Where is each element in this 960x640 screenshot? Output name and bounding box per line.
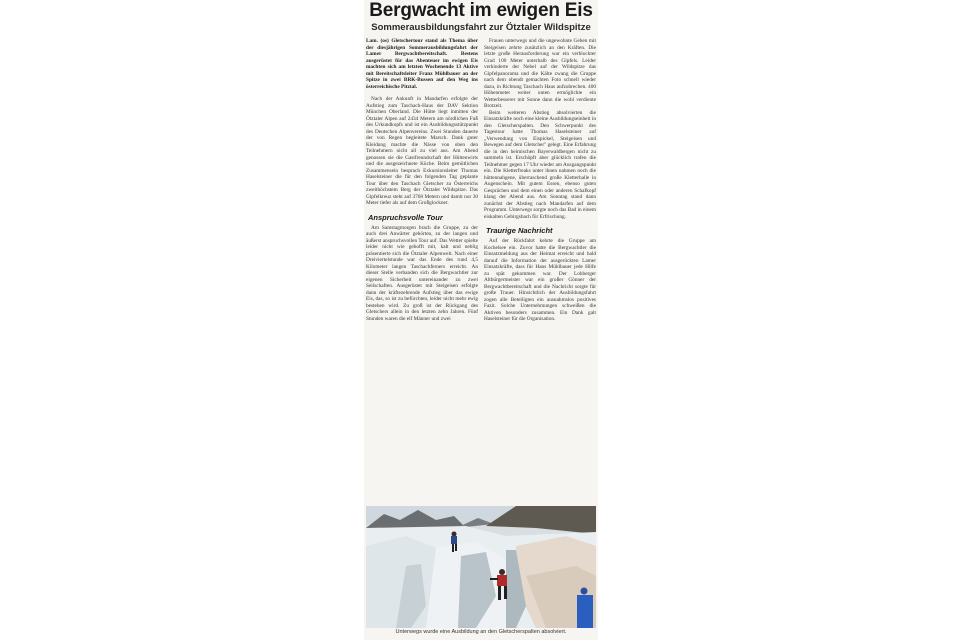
article-paragraph: Nach der Ankunft in Mandarfen erfolgte der Aufstieg zum Taschach-Haus der DAV Sektion München Oberland. Die Hütte liegt inmitten der Ötztaler Alpen auf 2434 Metern am nördlichen Fuß des Urkundkopfs und ist ein Ausbildungsstützpunkt des Deutschen Alpenvereins. Zwei Stunden dauerte der von Regen begleitete Marsch. Dank guter Kleidung machte die Nässe von oben den Teilnehmern nicht all zu viel aus. Am Abend genossen sie die Gastfreundschaft der Hüttenwirts und die ausgezeichnete Küche. Beim gemütlichen Zusammensein besprach Exkursionsleiter Thomas Haselsteiner die für den folgenden Tag geplante Tour über den Taschach Gletscher zu Österreichs zweithöchstem Berg der Ötztaler Wildspitze. Das Gipfelkreuz steht auf 3768 Metern und damit nur 30 Meter tiefer als auf dem Großglockner.: [366, 96, 478, 206]
article-paragraph: Auf der Rückfahrt kehrte die Gruppe am Kochelsee ein. Zuvor hatte die Bergwachtler die Einsatzmeldung aus der Heimat erreicht und bald darauf die Information der ausgerückten Lamer Einsatzkräfte, dass für Hans Mühlbauer jede Hilfe zu spät gekommen war. Der Lohberger Altbürgermeister war ein großer Gönner der Bergwachtbereitschaft und die Nachricht sorgte für große Trauer. Hinsichtlich der Ausbildungsfahrt zogen alle Beteiligten ein ausnahmslos positives Fazit. Solche Unternehmungen schweißen die Aktiven besonders zusammen. Ein Dank galt Haselsteiner für die Organisation.: [484, 238, 596, 322]
article-column-left: [366, 38, 478, 322]
photo-caption: Unterwegs wurde eine Ausbildung an den Gletscherspalten absolviert.: [395, 629, 567, 635]
newspaper-clipping: [364, 0, 598, 640]
article-subheading: Anspruchsvolle Tour: [368, 212, 443, 222]
article-subtitle: Sommerausbildungsfahrt zur Ötztaler Wildspitze: [371, 22, 591, 33]
article-paragraph: Beim weiteren Abstieg absolvierten die Einsatzkräfte noch eine kleine Ausbildungseinheit in den Gletscherspalten. Den Schwerpunkt des Tagestour hatte Thomas Haselsteiner auf „Verwendung von Eispickel, Steigeisen und Bewegen auf dem Gletscher" gelegt. Eine Erfahrung die in den heimischen Bayerwaldbergen nicht zu sammeln ist. Erschöpft aber glücklich trafen die Teilnehmer gegen 17 Uhr wieder am Ausgangspunkt ein. Die Kletterfreaks unter ihnen nahmen noch die hüttennahgene, überraschend große Kletterhalle in Augenschein. Mit gutem Essen, ebenso guten Gesprächen und dem einen oder anderen Schafkopf klang der Abend aus. Am Sonntag stand dann zunächst der Abstieg nach Mandarfen auf dem Programm. Unterwegs sorgte noch das Bad in einem eiskalten Gebirgsbach für Erfrischung.: [484, 109, 596, 220]
article-paragraph: Frauen unterwegs und die ungewohnte Gehen mit Steigeisen zehrte zusätzlich an den Kräften. Die letzte große Herausforderung war ein verblockter Grad 100 Meter unterhalb des Gipfels. Leider verhinderte der Nebel auf der Wildspitze das Gipfelpanorama und die Kälte zwang die Gruppe nach dem obendt gemachten Foto schnell wieder dazu, in Richtung Taschach Haus aufzubrechen. 400 Höhenmeter weiter unten ermöglichte ein Wetterbesserer mit Sonne dann die wohl verdiente Brotzeit.: [484, 38, 596, 109]
article-subheading: Traurige Nachricht: [486, 226, 553, 235]
article-paragraph: Am Samstagmorgen brach die Gruppe, zu der auch drei Anwärter gehörten, zu der langen und äußerst anspruchsvollen Tour auf. Das Wetter spielte leider nicht wie gehofft mit, kalt und neblig präsentierte sich die Ötztaler Alpenwelt. Nach einer Dreiviertelstunde war das Ende des rund 4,5 Kilometer langen Taschachferners erreicht. An dieser Stelle verbanden sich die Bergwachtler zur eigenen Sicherheit untereinander zu zwei Seilschaften. Ausgerüstet mit Steigeisen erfolgte dann der kräftezehrende Aufstieg über das ewige Eis, das, so ist zu befürchten, leider nicht mehr ewig bestehen wird. Zu groß ist der Rückgang des Gletschers allein in den letzten zehn Jahren. Fünf Stunden waren die elf Männer und zwei: [366, 224, 478, 322]
glacier-photo: [366, 506, 596, 628]
article-title: Bergwacht im ewigen Eis: [369, 0, 593, 21]
article-lead: Lam. (os) Gletschertour stand als Thema über der diesjährigen Sommerausbildungsfahrt der Lamer Bergwachtbereitschaft. Bestens ausgerüstet für das Abenteuer im ewigen Eis machten sich am letzten Wochenende 13 Aktive mit Bereitschaftsleiter Franz Mühlbauer an der Spitze in zwei BRK-Bussen auf den Weg ins österreichische Pitztal.: [366, 38, 478, 90]
article-column-right: [484, 38, 596, 323]
